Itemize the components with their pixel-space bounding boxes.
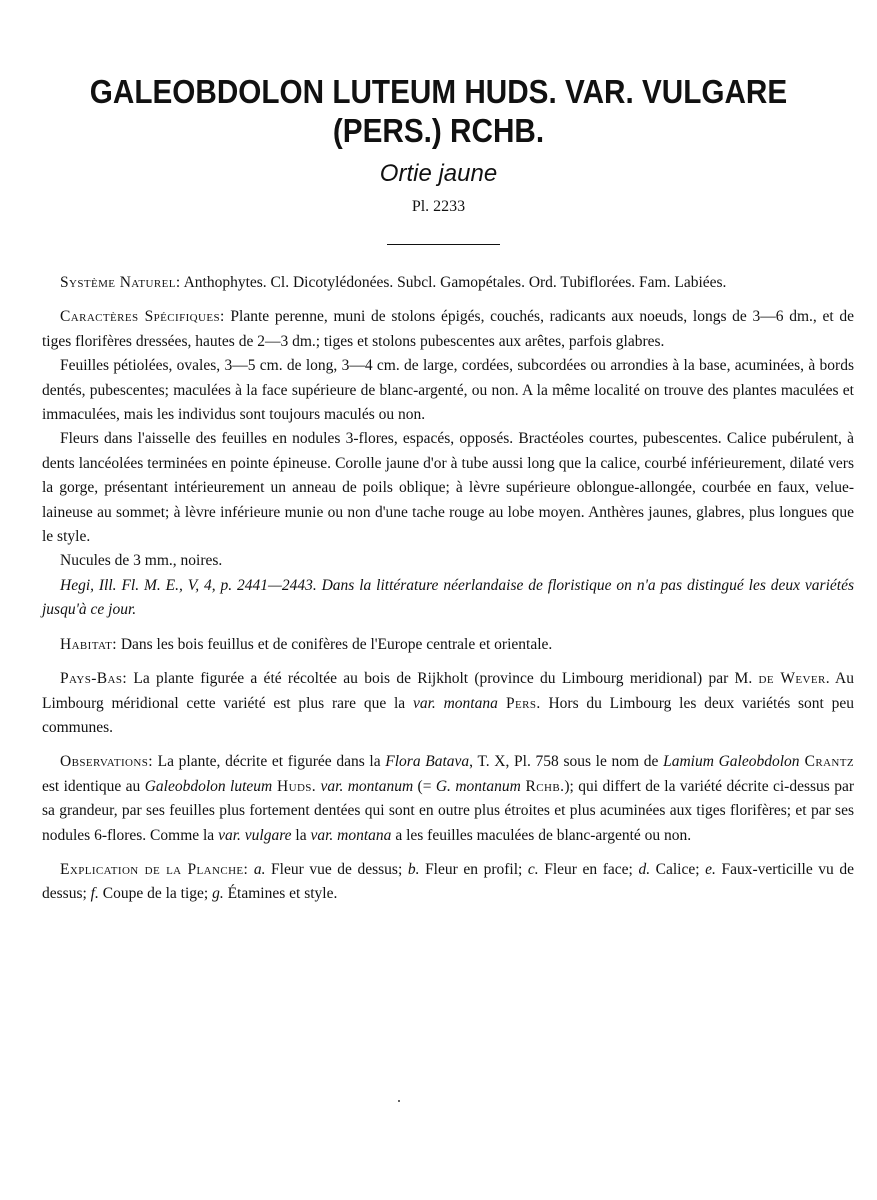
obs-i6: var. vulgare [218,826,292,844]
obs-t8: a les feuilles maculées de blanc-argenté ou non. [391,826,692,844]
paysbas-author: Pers. [497,694,541,712]
obs-s3: Rchb. [520,777,565,795]
obs-t3: est identique au [42,777,145,795]
obs-i7: var. montana [310,826,392,844]
systeme-text: Anthophytes. Cl. Dicotylédonées. Subcl. Gamopétales. Ord. Tubiflorées. Fam. Labiées. [180,274,727,291]
systeme-paragraph [42,271,854,295]
obs-i4: var. montanum [320,777,414,795]
exp-ie: e. [705,860,716,878]
paysbas-text1: La plante figurée a été récoltée au bois de Rijkholt (province du Limbourg meridional) par M. [127,670,759,688]
document-body [42,271,854,907]
paysbas-label: Pays-Bas: [60,670,128,688]
observations-label: Observations: [60,753,153,771]
title-divider [387,244,500,245]
obs-i2: Lamium Galeobdolon [663,753,800,771]
caracteres-text: Plante perenne, muni de stolons épigés, couchés, radicants aux noeuds, longs de 3—6 dm., et de tiges florifères dressées, hautes de 2—3 dm.; tiges et stolons pubescentes aux arêtes, parfois glabres. [42,308,854,350]
paysbas-collector: de Wever [758,670,826,688]
paysbas-paragraph [42,667,854,740]
obs-s2: Huds. [272,777,317,795]
habitat-paragraph [42,633,854,657]
print-speck [398,1100,400,1102]
exp-te: Faux-verticille vu de dessus; [42,860,854,903]
caracteres-paragraph [42,305,854,354]
page-title-line2: (PERS.) RCHB. [332,112,545,149]
exp-ta: Fleur vue de dessus; [265,860,408,878]
obs-t6: ); qui differt de la variété décrite ci-dessus par sa grandeur, par ses feuilles plus fortement dentées qui sont en outre plus étroites et plus acuminées aux tiges florifères; et par ses nodules 6-flores. Comme la [42,777,855,844]
exp-ia: a. [248,860,266,878]
obs-s1: Crantz [799,753,854,771]
plate-number: Pl. 2233 [411,198,466,215]
exp-tg: Étamines et style. [223,885,338,903]
obs-t2: , T. X, Pl. 758 sous le nom de [469,753,664,771]
habitat-text: Dans les bois feuillus et de conifères de l'Europe centrale et orientale. [116,635,553,653]
systeme-label: Système Naturel: [60,274,181,291]
paysbas-text2: . Au Limbourg méridional cette variété est plus rare que la [42,670,854,712]
explication-paragraph [42,858,854,907]
caracteres-label: Caractères Spécifiques: [60,308,225,326]
common-name: Ortie jaune [379,160,498,187]
obs-t1: La plante, décrite et figurée dans la [152,753,386,771]
exp-id: d. [638,860,651,878]
feuilles-paragraph: Feuilles pétiolées, ovales, 3—5 cm. de long, 3—4 cm. de large, cordées, subcordées ou arrondies à la base, acuminées, à bords dentés, pubescentes; maculées à la face supérieure de blanc-argenté, ou non. A la même localité on trouve des plantes maculées et immaculées, mais les individus sont toujours maculés ou non. [42,357,854,424]
obs-t5: (= [413,777,436,795]
paysbas-text3: Hors du Limbourg les deux variétés sont peu communes. [42,694,855,736]
explication-label: Explication de la Planche: [60,860,249,878]
page-title-line1: GALEOBDOLON LUTEUM HUDS. VAR. VULGARE [89,73,788,110]
obs-t7: la [291,826,311,844]
habitat-label: Habitat: [60,635,117,653]
nucules-paragraph: Nucules de 3 mm., noires. [60,552,223,570]
exp-ib: b. [407,860,420,878]
obs-i5: G. montanum [435,777,521,795]
paysbas-var: var. montana [412,694,498,712]
obs-i1: Flora Batava [385,753,470,771]
exp-tc: Fleur en face; [538,860,639,878]
obs-i3: Galeobdolon luteum [144,777,273,795]
exp-td: Calice; [650,860,706,878]
exp-tb: Fleur en profil; [419,860,528,878]
exp-ig: g. [212,885,224,903]
exp-if: f. [90,885,99,903]
exp-ic: c. [527,860,539,878]
fleurs-paragraph: Fleurs dans l'aisselle des feuilles en nodules 3-flores, espacés, opposés. Bractéoles courtes, pubescentes. Calice pubérulent, à dents lancéolées terminées en pointe épineuse. Corolle jaune d'or à tube aussi long que la calice, courbé inférieurement, dilaté vers la gorge, présentant intérieurement un anneau de poils oblique; à lèvre supérieure oblongue-allongée, courbée en faux, velue-laineuse au sommet; à lèvre inférieure munie ou non d'une tache rouge au lobe moyen. Anthères jaunes, glabres, plus longues que le style. [42,430,854,546]
exp-tf: Coupe de la tige; [98,885,213,903]
hegi-reference: Hegi, Ill. Fl. M. E., V, 4, p. 2441—2443. Dans la littérature néerlandaise de floristique on n'a pas distingué les deux variétés jusqu'à ce jour. [42,576,854,619]
observations-paragraph [42,750,854,848]
